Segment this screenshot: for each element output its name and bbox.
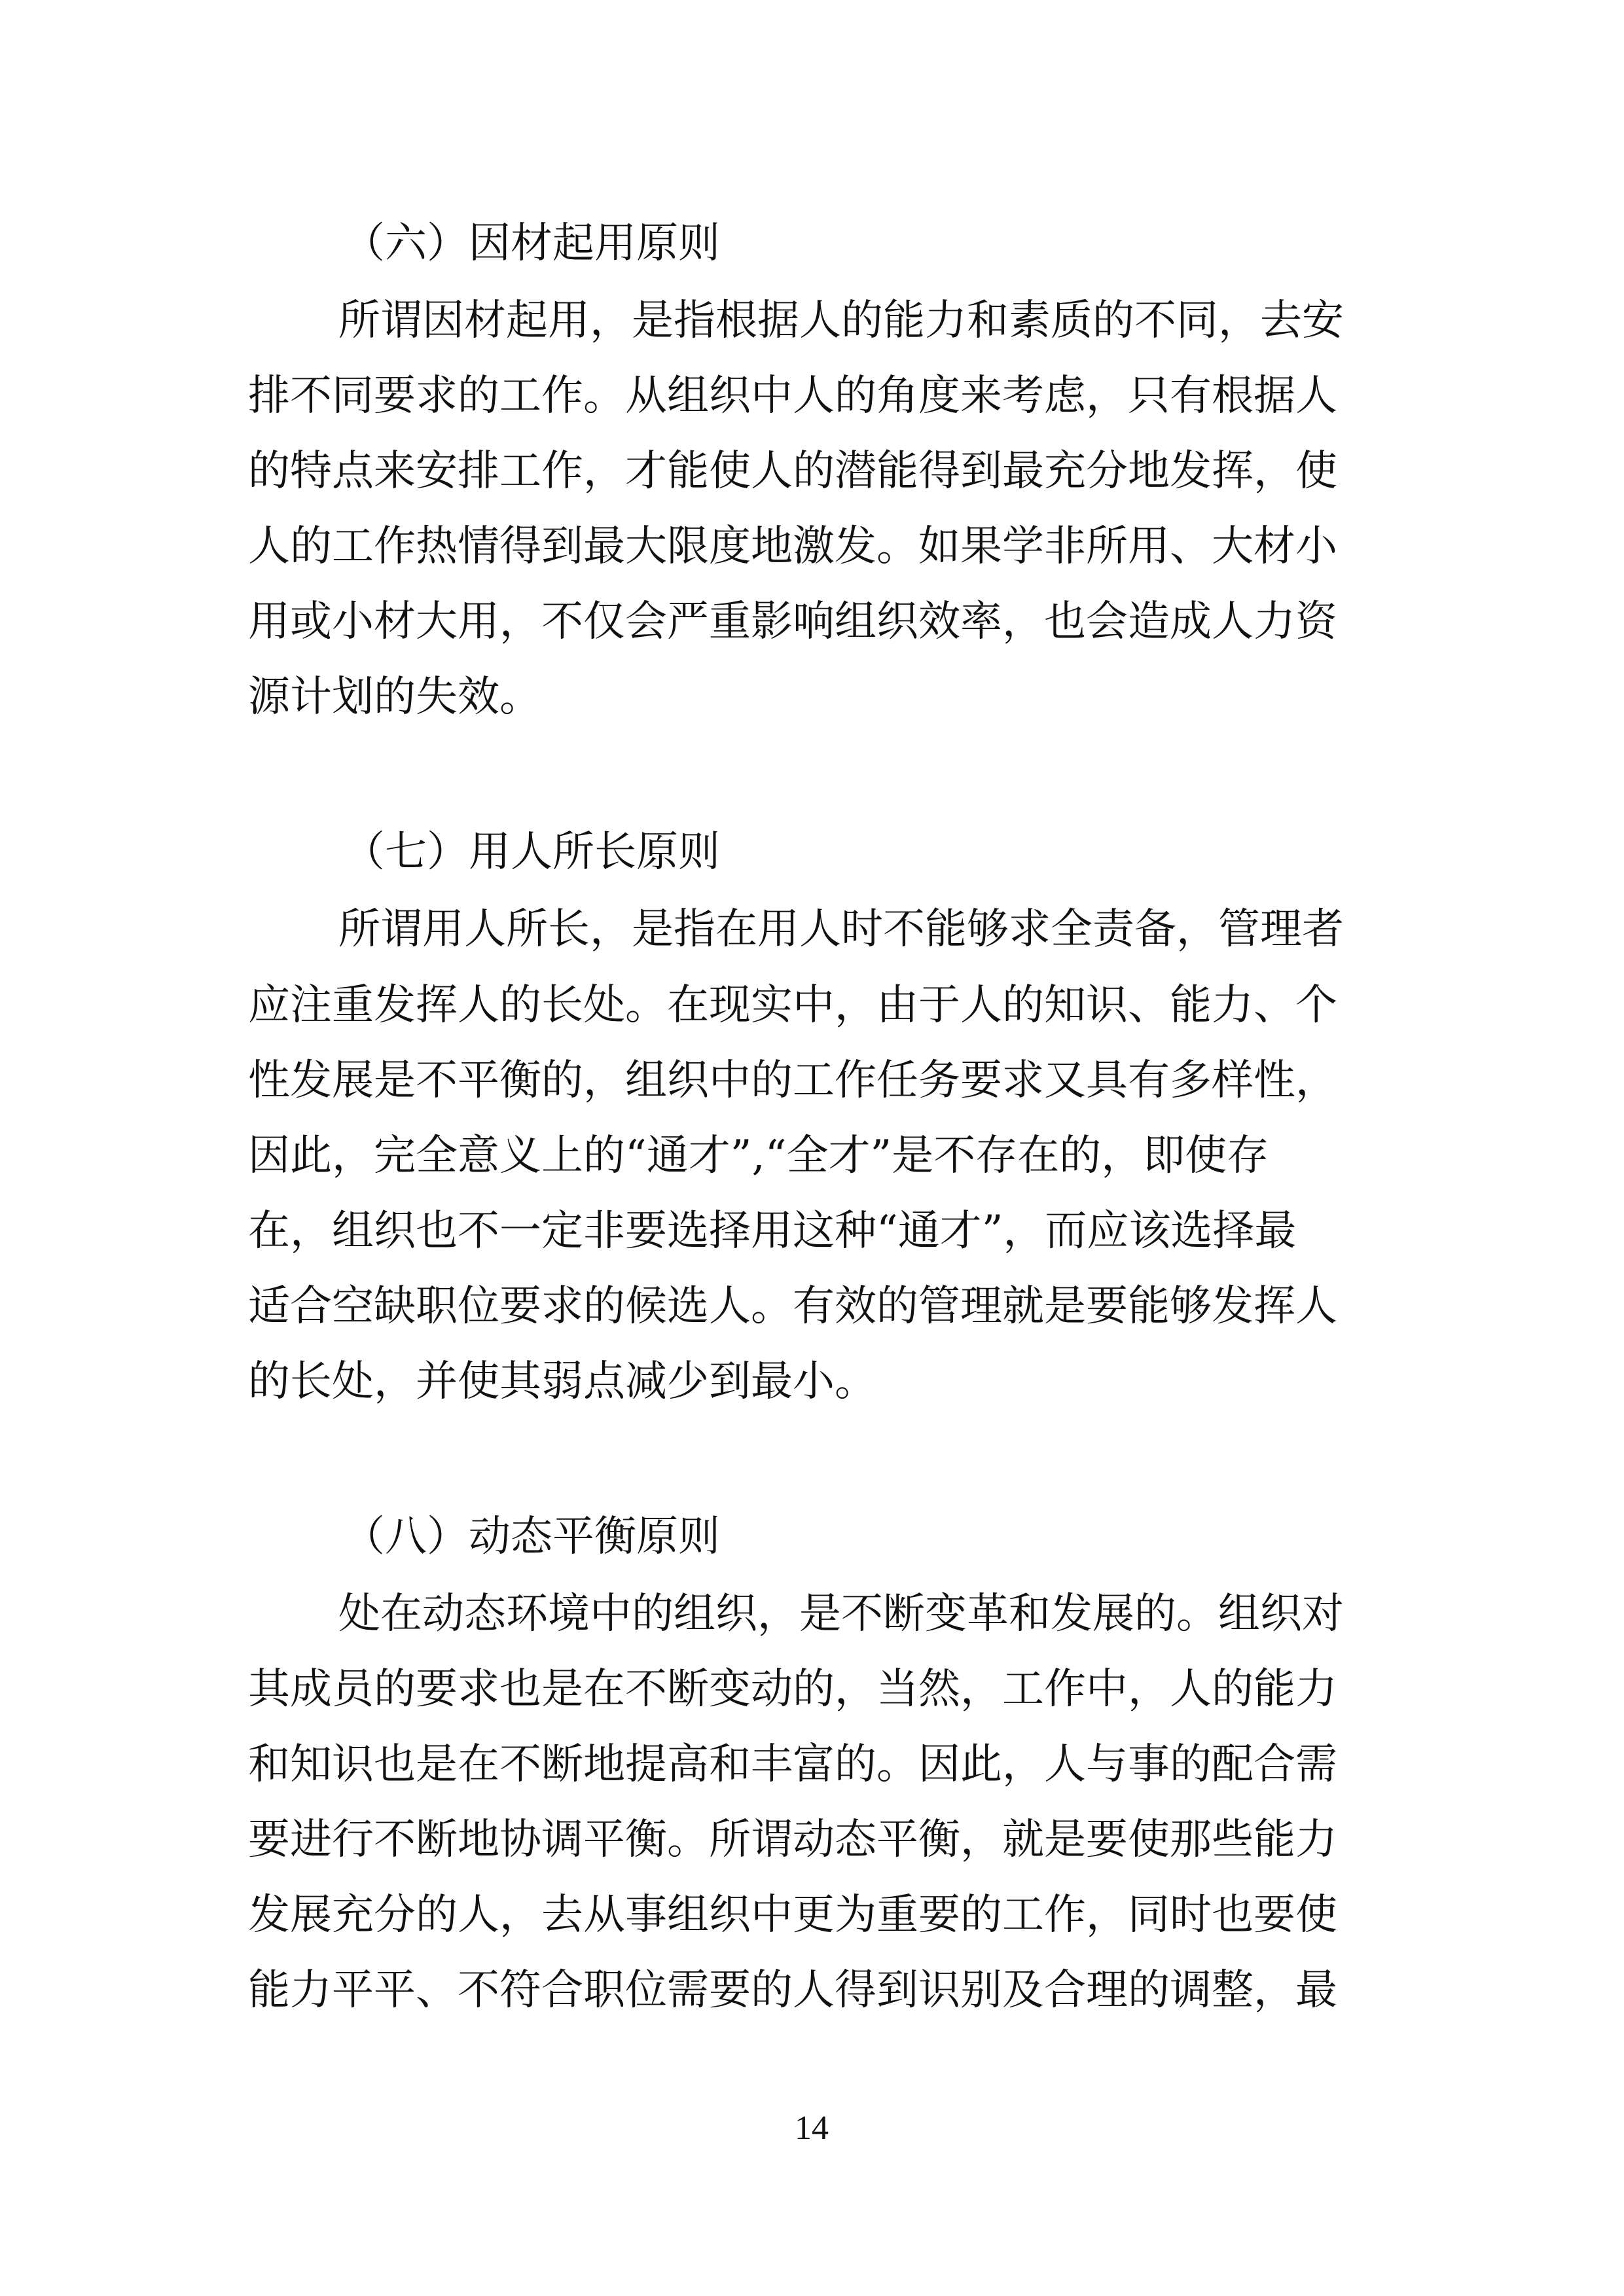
paragraph-line: 应注重发挥人的长处。在现实中，由于人的知识、能力、个 — [248, 981, 1337, 1030]
paragraph-line: 和知识也是在不断地提高和丰富的。因此，人与事的配合需 — [248, 1740, 1337, 1789]
paragraph-line: 源计划的失效。 — [248, 673, 541, 721]
paragraph-line: 发展充分的人，去从事组织中更为重要的工作，同时也要使 — [248, 1891, 1337, 1939]
paragraph-line: 人的工作热情得到最大限度地激发。如果学非所用、大材小 — [248, 522, 1337, 571]
paragraph-line: 的特点来安排工作，才能使人的潜能得到最充分地发挥，使 — [248, 447, 1337, 495]
paragraph-line: 所谓因材起用，是指根据人的能力和素质的不同，去安 — [338, 296, 1344, 345]
section-heading-8: （八）动态平衡原则 — [343, 1513, 720, 1561]
paragraph-line: 在，组织也不一定非要选择用这种“通才”，而应该选择最 — [248, 1207, 1297, 1255]
paragraph-line: 所谓用人所长，是指在用人时不能够求全责备，管理者 — [338, 905, 1344, 954]
paragraph-line: 要进行不断地协调平衡。所谓动态平衡，就是要使那些能力 — [248, 1816, 1337, 1864]
paragraph-line: 的长处，并使其弱点减少到最小。 — [248, 1357, 876, 1406]
paragraph-line: 能力平平、不符合职位需要的人得到识别及合理的调整，最 — [248, 1966, 1337, 2015]
page-number: 14 — [795, 2109, 829, 2147]
section-heading-6: （六）因材起用原则 — [343, 219, 720, 268]
paragraph-line: 处在动态环境中的组织，是不断变革和发展的。组织对 — [338, 1590, 1344, 1638]
section-heading-7: （七）用人所长原则 — [343, 828, 720, 876]
paragraph-line: 排不同要求的工作。从组织中人的角度来考虑，只有根据人 — [248, 372, 1337, 420]
paragraph-line: 性发展是不平衡的，组织中的工作任务要求又具有多样性， — [248, 1056, 1337, 1105]
paragraph-line: 适合空缺职位要求的候选人。有效的管理就是要能够发挥人 — [248, 1282, 1337, 1331]
paragraph-line: 其成员的要求也是在不断变动的，当然，工作中，人的能力 — [248, 1665, 1337, 1713]
paragraph-line: 用或小材大用，不仅会严重影响组织效率，也会造成人力资 — [248, 598, 1337, 646]
paragraph-line: 因此，完全意义上的“通才”,“全才”是不存在的，即使存 — [248, 1132, 1269, 1180]
